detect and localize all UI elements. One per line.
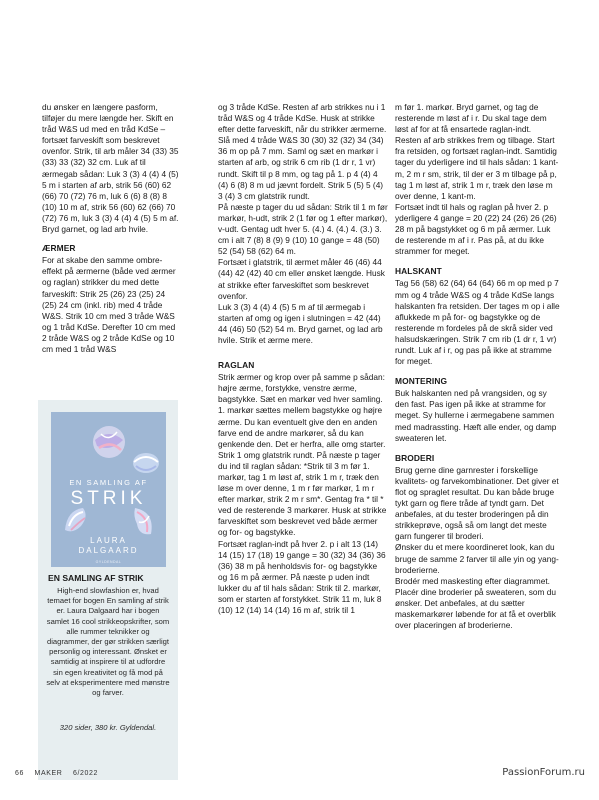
paragraph: Fortsæt raglan-indt på hver 2. p i alt 13 (14) 14 (15) 17 (18) 19 gange = 30 (32) 34 (36) 36 (36) 38 m på henholdsvis for- og bagstykke og 16 m på ærmer. På næste p uden indt lukker du af til hals sådan: Strik til 2. markør, som er starten af forstykket. Strik 11 m, luk 8 (10) 12 (14) 14 (14) 16 m af, strik til 1 bbox=[218, 538, 386, 616]
paragraph: Brug gerne dine garnrester i forskellige kvalitets- og farvekombinationer. Det giver et flot og spraglet resultat. Du kan både bruge tykt garn og flere tråde af tyndt garn. Det anbefales, at du tester broderingen på din strikkeprøve, også så om langt det meste garn fungerer til broderi. bbox=[395, 464, 559, 542]
column-3 bbox=[395, 102, 560, 631]
column-2 bbox=[218, 102, 388, 616]
paragraph: Tag 56 (58) 62 (64) 64 (64) 66 m op med p 7 mm og 4 tråde W&S og 4 tråde KdSe langs halskanten fra retsiden. Der tages m op i alle aflukkede m på for- og bagstykke og de resterende m fordeles på de skrå sider ved halsudskæringen. Strik 7 cm rib (1 dr r, 1 vr) rundt. Luk af i r, og pas på ikke at stramme for meget. bbox=[395, 278, 560, 367]
column-1 bbox=[42, 102, 182, 355]
section-heading-halskant: HALSKANT bbox=[395, 266, 442, 277]
page-number: 66 bbox=[15, 770, 24, 777]
paragraph: Fortsæt i glatstrik, til ærmet måler 46 (46) 44 (44) 42 (42) 40 cm eller ønsket længde. Husk at strikke efter farveskiftet som beskrevet ovenfor. bbox=[218, 257, 385, 301]
book-title-line1: EN SAMLING AF bbox=[69, 478, 148, 487]
page-footer bbox=[15, 770, 106, 777]
paragraph: Fortsæt indt til hals og raglan på hver 2. p yderligere 4 gange = 20 (22) 24 (26) 26 (26) 28 m på bagstykket og 6 m på ærmer. Luk de resterende m af i r. Pas på, at du ikke strammer for meget. bbox=[395, 201, 557, 257]
paragraph: og 3 tråde KdSe. Resten af arb strikkes nu i 1 tråd W&S og 4 tråde KdSe. Husk at strikke efter dette farveskift, når du strikker ærmerne. bbox=[218, 102, 387, 135]
section-heading-montering: MONTERING bbox=[395, 376, 448, 387]
sidebar-body: High-end slowfashion er, hvad temaet for bogen En samling af strik er. Laura Dalgaard har i bogen samlet 16 cool strikkeopskrifter, som alle rummer teknikker og diagrammer, der gør strikken særligt personlig og interessant. Ønsket er samtidig at inspirere til at udfordre sin egen kreativitet og få mod på selv at eksperimentere med mønstre og farver. bbox=[46, 586, 170, 698]
paragraph: Luk 3 (3) 4 (4) 4 (5) 5 m af til ærmegab i starten af omg og igen i slutningen = 42 (44) 44 (46) 50 (52) 54 m. Bryd garnet, og lad arb hvile. Strik et ærme mere. bbox=[218, 301, 383, 345]
paragraph: På næste p tager du ud sådan: Strik til 1 m før markør, h-udt, strik 2 (1 før og 1 efter markør), v-udt. Gentag udt hver 5. (4.) 4. (4.) 4. (3.) 3. cm i alt 7 (8) 8 (9) 9 (10) 10 gange = 48 (50) 52 (54) 58 (62) 64 m. bbox=[218, 201, 388, 257]
paragraph: Ønsker du et mere koordineret look, kan du bruge de samme 2 farver til alle yin og yang-broderierne. bbox=[395, 542, 559, 575]
issue-number: 6/2022 bbox=[73, 770, 99, 777]
book-title-line2: STRIK bbox=[70, 488, 147, 509]
magazine-name: MAKER bbox=[34, 770, 63, 777]
yarn-swatch-icon bbox=[89, 422, 129, 462]
paragraph: Buk halskanten ned på vrangsiden, og sy den fast. Pas igen på ikke at stramme for meget. Sy hullerne i ærmegabene sammen med madrassting. Hæft alle ender, og damp sweateren let. bbox=[395, 388, 557, 443]
section-heading-aermer: ÆRMER bbox=[42, 243, 76, 254]
paragraph: Resten af arb strikkes frem og tilbage. Start fra retsiden, og fortsæt raglan-indt. Samtidig tager du yderligere ind til hals sådan: 1 kant-m, 2 m r sm, strik, til der er 3 m tilbage på p, tag 1 m løst af, strik 1 m r, træk den løse m over denne, 1 kant-m. bbox=[395, 135, 559, 201]
paragraph: Strik ærmer og krop over på samme p sådan: højre ærme, forstykke, venstre ærme, bagstykke. Sæt en markør ved hver samling. 1. markør sættes mellem bagstykke og højre ærme. Du kan eventuelt give den en anden farve end de andre markører, så du kan genkende den. Det er herfra, alle omg starter. Strik 1 omg glatstrik rundt. På næste p tager du ind til raglan sådan: *Strik til 3 m før 1. markør, tag 1 m løst af, strik 1 m r, træk den løse m over denne, 1 m r før markør, 1 m r efter markør, strik 2 m r sm*. Gentag fra * til * ved de resterende 3 markører. Husk at strikke farveskiftet som beskrevet ved både ærmer og for- og bagstykke. bbox=[218, 372, 387, 538]
book-cover bbox=[51, 412, 166, 567]
book-author-last: DALGAARD bbox=[78, 546, 139, 555]
book-author-first: LAURA bbox=[90, 536, 127, 545]
sidebar-title: EN SAMLING AF STRIK bbox=[48, 573, 144, 583]
book-publisher: GYLDENDAL bbox=[95, 560, 122, 564]
paragraph: For at skabe den samme ombre-effekt på ærmerne (både ved ærmer og raglan) strikker du med dette farveskift: Strik 25 (26) 23 (25) 24 (25) 24 cm (inkl. rib) med 4 tråde W&S. Strik 10 cm med 3 tråde W&S og 1 tråd KdSe. Derefter 10 cm med 2 tråde W&S og 2 tråde KdSe og 10 cm med 1 tråd W&S bbox=[42, 255, 176, 354]
paragraph: m før 1. markør. Bryd garnet, og tag de resterende m løst af i r. Du skal tage dem løst af for at få ensartede raglan-indt. bbox=[395, 102, 547, 135]
yarn-swatch-icon bbox=[131, 450, 161, 476]
book-sidebar bbox=[38, 400, 178, 780]
section-heading-raglan: RAGLAN bbox=[218, 360, 255, 371]
section-heading-broderi: BRODERI bbox=[395, 452, 435, 463]
paragraph: Slå med 4 tråde W&S 30 (30) 32 (32) 34 (34) 36 m op på 7 mm. Saml og sæt en markør i starten af arb, og strik 6 cm rib (1 dr r, 1 vr) rundt. Skift til p 8 mm, og tag på 1. p 4 (4) 4 (4) 6 (8) 8 m ud jævnt fordelt. Strik 5 (5) 5 (4) 3 (4) 3 cm glatstrik rundt. bbox=[218, 135, 384, 201]
paragraph: du ønsker en længere pasform, tilføjer du mere længde her. Skift en tråd W&S ud med en tråd KdSe – fortsæt farveskift som beskrevet ovenfor. Strik, til arb måler 34 (33) 35 (33) 33 (32) 32 cm. Luk af til ærmegab sådan: Luk 3 (3) 4 (4) 4 (5) 5 m i starten af arb, strik 56 (60) 62 (66) 70 (72) 76 m, luk 6 (6) 8 (8) 8 (10) 10 m af, strik 56 (60) 62 (66) 70 (72) 76 m, luk 3 (3) 4 (4) 4 (5) 5 m af. Bryd garnet, og lad arb hvile. bbox=[42, 102, 179, 235]
paragraph: Brodér med maskesting efter diagrammet. Placér dine broderier på sweateren, som du ønsker. Det anbefales, at du sætter maskemarkører løbende for at få et overblik over placeringen af broderierne. bbox=[395, 575, 556, 631]
sidebar-footnote: 320 sider, 380 kr. Gyldendal. bbox=[59, 723, 157, 732]
watermark: PassionForum.ru bbox=[502, 767, 585, 778]
